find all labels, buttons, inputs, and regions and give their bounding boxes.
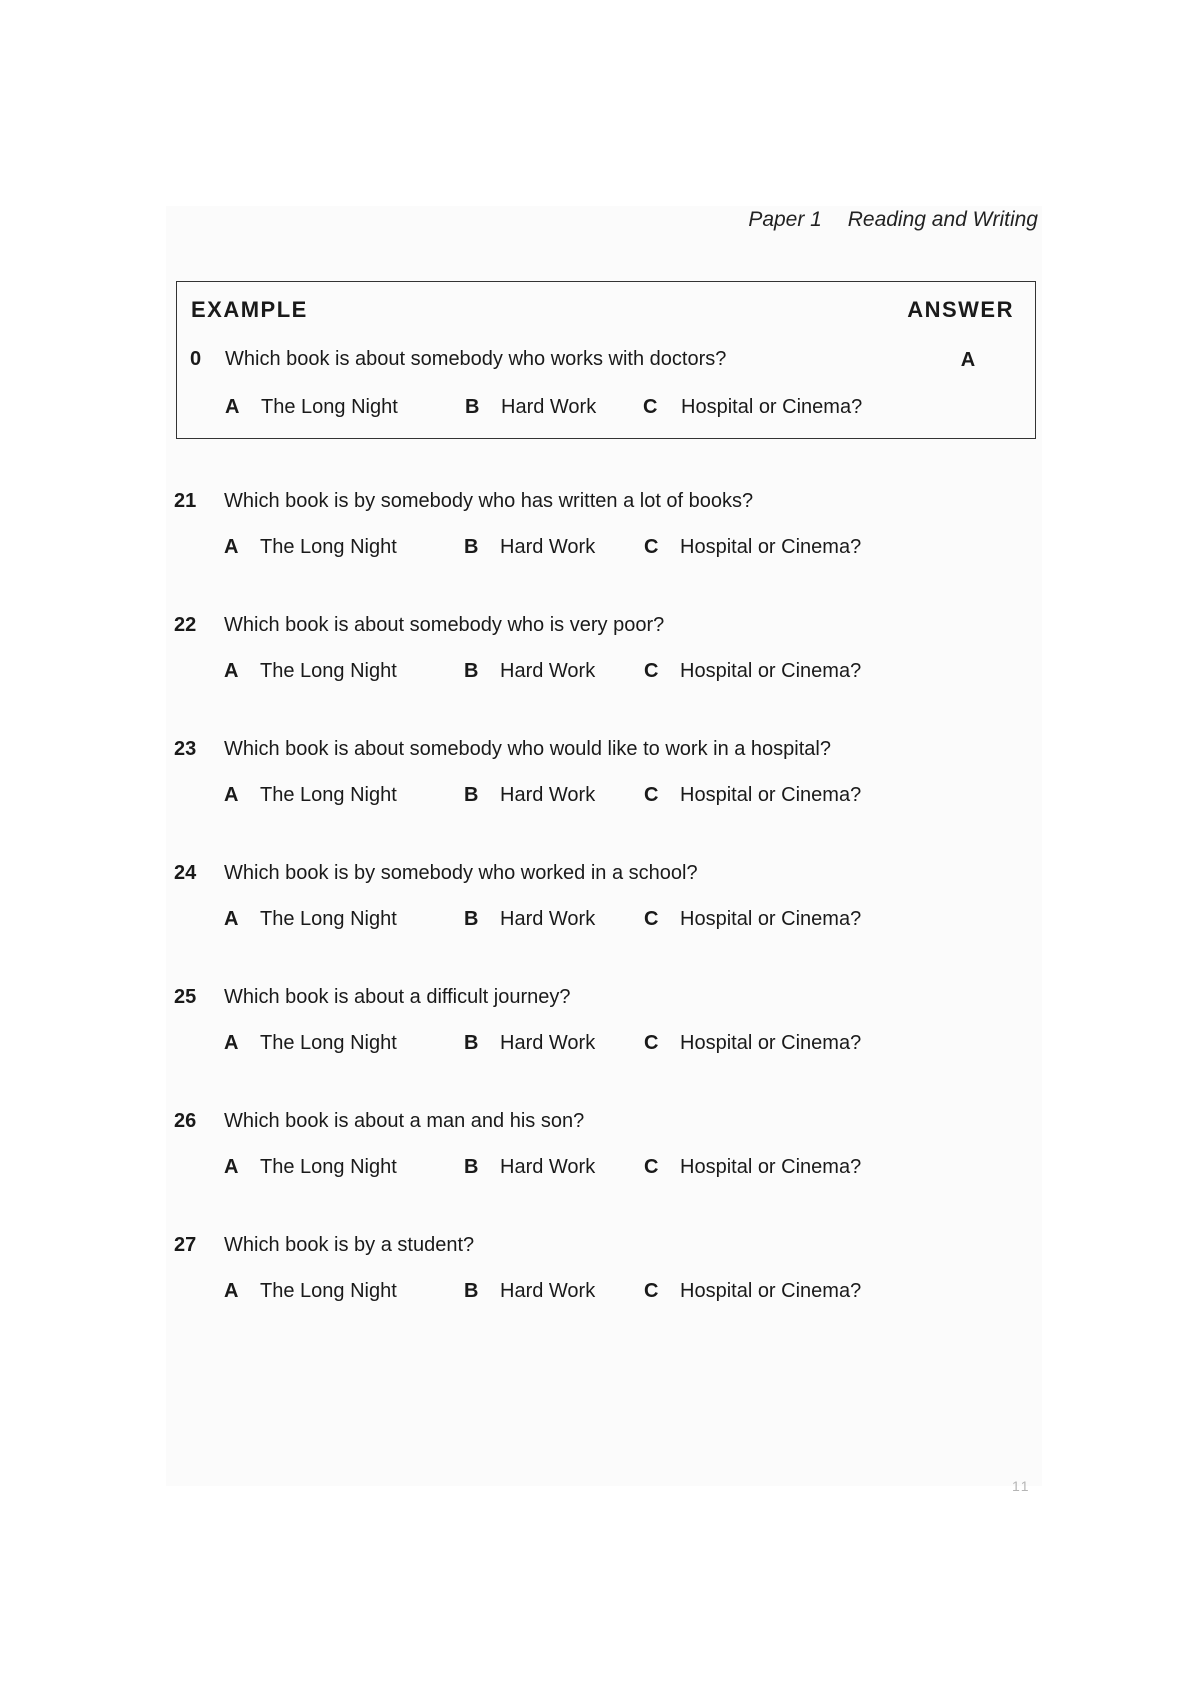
option-letter: C (644, 1280, 659, 1302)
option-a[interactable] (224, 1156, 397, 1179)
option-a[interactable] (224, 536, 397, 559)
option-text: Hospital or Cinema? (681, 396, 863, 418)
option-letter: B (464, 908, 479, 930)
example-box (176, 281, 1036, 439)
option-b[interactable] (464, 784, 595, 807)
page-number: 11 (1012, 1478, 1031, 1494)
option-text: Hard Work (500, 908, 596, 930)
option-letter: B (464, 784, 479, 806)
option-a[interactable] (224, 908, 397, 931)
option-text: Hard Work (500, 1280, 596, 1302)
question-text: Which book is about somebody who is very poor? (224, 614, 665, 636)
option-letter: A (224, 784, 239, 806)
option-c[interactable] (644, 1156, 861, 1179)
question-27 (174, 1234, 1034, 1324)
question-23 (174, 738, 1034, 828)
question-24 (174, 862, 1034, 952)
option-letter: C (644, 536, 659, 558)
question-number: 24 (174, 862, 197, 884)
option-letter: C (644, 784, 659, 806)
option-c[interactable] (644, 784, 861, 807)
option-letter: A (224, 536, 239, 558)
option-text: The Long Night (260, 908, 397, 930)
example-option-b (465, 396, 596, 419)
option-text: Hard Work (500, 1032, 596, 1054)
question-number: 21 (174, 490, 197, 512)
option-c[interactable] (644, 908, 861, 931)
option-c[interactable] (644, 660, 861, 683)
option-letter: B (464, 1280, 479, 1302)
example-option-c (643, 396, 862, 419)
question-number: 25 (174, 986, 197, 1008)
option-a[interactable] (224, 660, 397, 683)
option-text: The Long Night (260, 1032, 397, 1054)
option-c[interactable] (644, 536, 861, 559)
option-text: Hard Work (501, 396, 597, 418)
question-21 (174, 490, 1034, 580)
example-label: EXAMPLE (191, 297, 308, 322)
option-letter: B (464, 536, 479, 558)
question-text: Which book is by somebody who worked in a school? (224, 862, 698, 884)
option-text: Hard Work (500, 660, 596, 682)
option-text: Hospital or Cinema? (680, 1280, 862, 1302)
example-option-a (225, 396, 398, 419)
question-25 (174, 986, 1034, 1076)
option-text: Hospital or Cinema? (680, 1032, 862, 1054)
section-label: Reading and Writing (847, 208, 1038, 231)
question-text: Which book is about somebody who would like to work in a hospital? (224, 738, 831, 760)
option-letter: A (225, 396, 240, 418)
option-letter: C (644, 1156, 659, 1178)
option-b[interactable] (464, 1156, 595, 1179)
question-text: Which book is about a man and his son? (224, 1110, 585, 1132)
option-b[interactable] (464, 1280, 595, 1303)
option-letter: C (644, 660, 659, 682)
option-letter: C (644, 1032, 659, 1054)
option-letter: A (224, 1280, 239, 1302)
option-text: Hospital or Cinema? (680, 536, 862, 558)
example-question: Which book is about somebody who works with doctors? (225, 348, 727, 370)
option-letter: B (465, 396, 480, 418)
option-text: The Long Night (260, 1280, 397, 1302)
option-text: The Long Night (260, 536, 397, 558)
question-text: Which book is by a student? (224, 1234, 475, 1256)
option-text: Hard Work (500, 536, 596, 558)
option-letter: B (464, 1156, 479, 1178)
option-text: The Long Night (260, 660, 397, 682)
option-letter: C (644, 908, 659, 930)
question-text: Which book is about a difficult journey? (224, 986, 571, 1008)
option-b[interactable] (464, 908, 595, 931)
option-letter: A (224, 908, 239, 930)
option-b[interactable] (464, 1032, 595, 1055)
option-a[interactable] (224, 784, 397, 807)
option-text: Hospital or Cinema? (680, 1156, 862, 1178)
option-text: The Long Night (260, 1156, 397, 1178)
option-c[interactable] (644, 1280, 861, 1303)
question-text: Which book is by somebody who has written a lot of books? (224, 490, 754, 512)
answer-label: ANSWER (907, 297, 1014, 322)
question-22 (174, 614, 1034, 704)
example-number: 0 (190, 348, 202, 370)
question-26 (174, 1110, 1034, 1200)
option-b[interactable] (464, 536, 595, 559)
option-letter: C (643, 396, 658, 418)
option-text: Hospital or Cinema? (680, 660, 862, 682)
option-text: Hospital or Cinema? (680, 784, 862, 806)
page-header (748, 208, 1038, 232)
option-b[interactable] (464, 660, 595, 683)
option-letter: A (224, 1156, 239, 1178)
question-number: 22 (174, 614, 197, 636)
option-text: Hospital or Cinema? (680, 908, 862, 930)
example-answer: A (960, 349, 976, 371)
option-text: The Long Night (260, 784, 397, 806)
option-text: Hard Work (500, 1156, 596, 1178)
question-number: 26 (174, 1110, 197, 1132)
option-text: Hard Work (500, 784, 596, 806)
question-number: 23 (174, 738, 197, 760)
option-a[interactable] (224, 1280, 397, 1303)
option-text: The Long Night (261, 396, 398, 418)
option-c[interactable] (644, 1032, 861, 1055)
option-letter: B (464, 660, 479, 682)
question-number: 27 (174, 1234, 197, 1256)
option-a[interactable] (224, 1032, 397, 1055)
option-letter: A (224, 1032, 239, 1054)
paper-label: Paper 1 (748, 208, 822, 231)
option-letter: B (464, 1032, 479, 1054)
option-letter: A (224, 660, 239, 682)
